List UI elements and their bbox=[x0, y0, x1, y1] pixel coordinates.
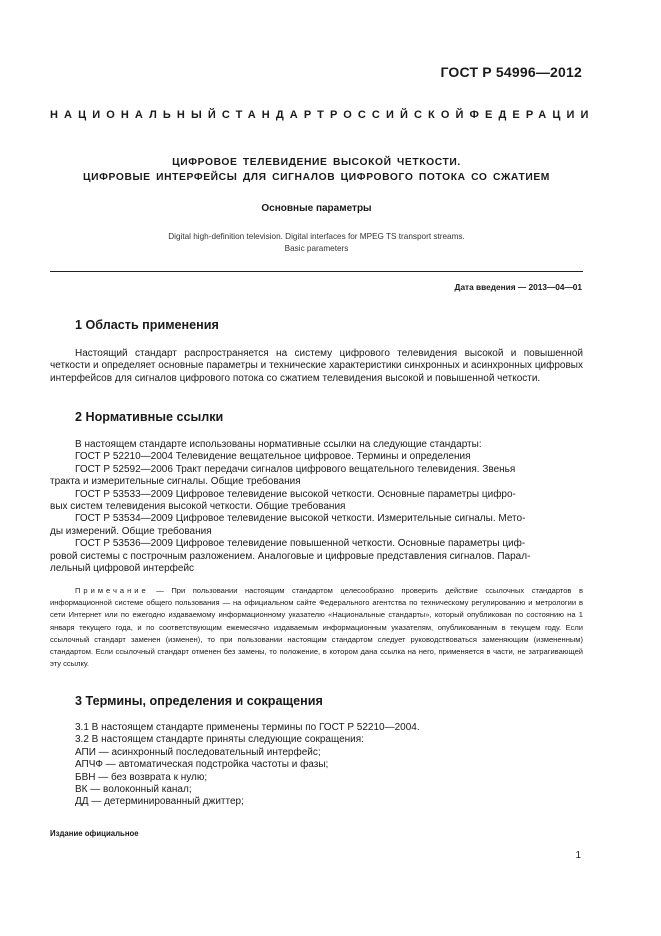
reference-line: ГОСТ Р 53533—2009 Цифровое телевидение высокой четкости. Основные параметры цифро- bbox=[75, 488, 516, 500]
abbreviation-line: ДД — детерминированный джиттер; bbox=[75, 796, 244, 808]
national-header-word: ФЕДЕРАЦИИ bbox=[469, 109, 595, 121]
national-header-word: СТАНДАРТ bbox=[221, 109, 330, 121]
english-title-line-2: Basic parameters bbox=[284, 244, 349, 253]
term-line: 3.2 В настоящем стандарте приняты следующие сокращения: bbox=[75, 734, 364, 746]
abbreviation-line: БВН — без возврата к нулю; bbox=[75, 771, 208, 783]
section-2-heading: 2 Нормативные ссылки bbox=[75, 410, 224, 424]
reference-line: вых систем телевидения высокой четкости. Общие требования bbox=[50, 501, 346, 513]
title-line-1: ЦИФРОВОЕ ТЕЛЕВИДЕНИЕ ВЫСОКОЙ ЧЕТКОСТИ. bbox=[172, 157, 461, 168]
english-title bbox=[50, 231, 583, 255]
introduction-date: Дата введения — 2013—04—01 bbox=[454, 282, 582, 292]
abbreviation-line: АПЧФ — автоматическая подстройка частоты и фазы; bbox=[75, 759, 329, 771]
reference-line: тракта и измерительные сигналы. Общие требования bbox=[50, 476, 301, 488]
abbreviation-line: ВК — волоконный канал; bbox=[75, 784, 192, 796]
section-1-text: Настоящий стандарт распространяется на систему цифрового телевидения высокой и повышенной четкости и определяет основные параметры и технические характеристики синхронных и асинхронных цифровых интерфейсов для сигналов цифрового потока со сжатием телевидения высокой и повышенной четкости. bbox=[50, 348, 583, 384]
reference-line: В настоящем стандарте использованы нормативные ссылки на следующие стандарты: bbox=[75, 439, 482, 450]
document-subtitle: Основные параметры bbox=[261, 203, 372, 214]
abbreviation-line: АПИ — асинхронный последовательный интерфейс; bbox=[75, 746, 321, 758]
document-title bbox=[50, 155, 583, 185]
references-note bbox=[50, 585, 583, 670]
section-1-heading: 1 Область применения bbox=[75, 318, 219, 332]
reference-line: ГОСТ Р 52210—2004 Телевидение вещательное цифровое. Термины и определения bbox=[75, 451, 471, 463]
english-title-line-1: Digital high-definition television. Digital interfaces for MPEG TS transport streams. bbox=[168, 232, 465, 241]
national-header-word: РОССИЙСКОЙ bbox=[329, 109, 470, 121]
title-line-2: ЦИФРОВЫЕ ИНТЕРФЕЙСЫ ДЛЯ СИГНАЛОВ ЦИФРОВОГО ПОТОКА СО СЖАТИЕМ bbox=[83, 172, 550, 183]
note-label: Примечание bbox=[75, 586, 149, 595]
section-3-heading: 3 Термины, определения и сокращения bbox=[75, 694, 323, 708]
gost-code: ГОСТ Р 54996—2012 bbox=[440, 64, 582, 80]
reference-line: ровой системы с построчным разложением. Аналоговые и цифровые представления сигналов. Парал- bbox=[50, 550, 531, 562]
reference-line: ды измерений. Общие требования bbox=[50, 525, 212, 537]
horizontal-divider bbox=[50, 271, 583, 272]
page-number: 1 bbox=[575, 850, 581, 861]
national-header-word: НАЦИОНАЛЬНЫЙ bbox=[50, 109, 222, 121]
national-standard-header bbox=[50, 109, 595, 121]
terms-list bbox=[50, 722, 583, 809]
reference-line: ГОСТ Р 53534—2009 Цифровое телевидение высокой четкости. Измерительные сигналы. Мето- bbox=[75, 513, 526, 525]
normative-references-list bbox=[50, 439, 583, 575]
note-text: — При пользовании настоящим стандартом целесообразно проверить действие ссылочных стандартов в информационной системе общего пользования — на официальном сайте Федерального агентства по техническому регулированию и метрологии в сети Интернет или по ежегодно издаваемому информационному указателю «Национальные стандарты», который опубликован по состоянию на 1 января текущего года, и по соответствующим ежемесячно издаваемым информационным указателям, опубликованным в текущем году. Если ссылочный стандарт заменен (изменен), то при пользовании настоящим стандартом следует руководствоваться заменяющим (измененным) стандартом. Если ссылочный стандарт отменен без замены, то положение, в котором дана ссылка на него, применяется в части, не затрагивающей эту ссылку. bbox=[50, 586, 583, 669]
term-line: 3.1 В настоящем стандарте применены термины по ГОСТ Р 52210—2004. bbox=[75, 722, 420, 733]
official-edition-label: Издание официальное bbox=[50, 829, 139, 838]
reference-line: лельный цифровой интерфейс bbox=[50, 563, 195, 575]
reference-line: ГОСТ Р 53536—2009 Цифровое телевидение повышенной четкости. Основные параметры циф- bbox=[75, 538, 526, 550]
reference-line: ГОСТ Р 52592—2006 Тракт передачи сигналов цифрового вещательного телевидения. Звенья bbox=[75, 463, 516, 475]
